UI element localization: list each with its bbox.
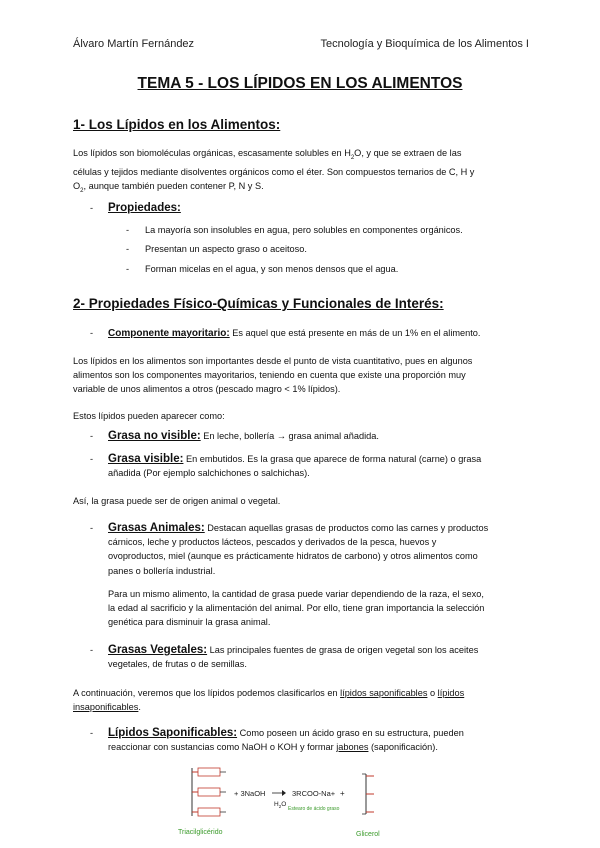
animal-fats-paragraph: Para un mismo alimento, la cantidad de grasa puede variar dependiendo de la raza, el sexo, la edad al sacrificio y la alimentación del animal. Por ello, tiene gran importancia la selección genética para disminuir la grasa animal. bbox=[108, 589, 485, 628]
section-1-paragraph: Los lípidos son biomoléculas orgánicas, escasamente solubles en $H_2O$, y que se extraen de las células y tejidos mediante disolventes orgánicos como el éter. Son compuestos ternarios de C, H y $O_2$, aunque también pueden contener P, N y S. bbox=[73, 148, 475, 195]
visible-fat-item: - Grasa visible: En embutidos. Es la grasa que aparece de forma natural (carne) o grasa añadida (Por ejemplo salchichones o salchichas). bbox=[90, 453, 482, 479]
reaction-arrow-icon bbox=[272, 790, 286, 796]
triacylglyceride-label: Triacilglicérido bbox=[178, 829, 223, 836]
list-item: - Forman micelas en el agua, y son menos densos que el agua. bbox=[126, 264, 399, 274]
list-item: - Presentan un aspecto graso o aceitoso. bbox=[126, 244, 307, 254]
non-visible-fat-item: - Grasa no visible: En leche, bollería → grasa animal añadida. bbox=[90, 430, 379, 442]
product-caption: Estearo de ácido graso bbox=[288, 806, 340, 812]
paragraph-appear: Estos lípidos pueden aparecer como: bbox=[73, 411, 225, 421]
properties-item: - Propiedades: bbox=[90, 202, 181, 214]
header-course: Tecnología y Bioquímica de los Alimentos I bbox=[320, 38, 529, 50]
main-component-item: - Componente mayoritario: Es aquel que está presente en más de un 1% en el alimento. bbox=[90, 328, 481, 339]
section-2-heading: 2- Propiedades Físico-Químicas y Funcionales de Interés: bbox=[73, 296, 444, 311]
header-author: Álvaro Martín Fernández bbox=[73, 38, 195, 50]
glycerol-label: Glicerol bbox=[356, 831, 380, 838]
properties-label: Propiedades: bbox=[108, 202, 181, 214]
paragraph-origin: Así, la grasa puede ser de origen animal o vegetal. bbox=[73, 496, 281, 506]
triacylglyceride-structure bbox=[192, 768, 226, 816]
saponification-figure bbox=[178, 758, 418, 842]
list-item: - La mayoría son insolubles en agua, pero solubles en componentes orgánicos. bbox=[126, 225, 463, 235]
saponifiable-lipids-item: - Lípidos Saponificables: Como poseen un ácido graso en su estructura, pueden reaccionar con sustancias como NaOH o KOH y formar jabones (saponificación). bbox=[90, 727, 464, 753]
section-1-heading: 1- Los Lípidos en los Alimentos: bbox=[73, 117, 281, 132]
glycerol-structure bbox=[362, 774, 374, 814]
reagent-label: + 3NaOH bbox=[234, 789, 266, 798]
vegetable-fats-item: - Grasas Vegetales: Las principales fuentes de grasa de origen vegetal son los aceites vegetales, de frutas o de semillas. bbox=[90, 644, 479, 670]
condition-label: $H_2O$ bbox=[274, 801, 287, 809]
page-title: TEMA 5 - LOS LÍPIDOS EN LOS ALIMENTOS bbox=[137, 75, 463, 92]
animal-fats-item: - Grasas Animales: Destacan aquellas grasas de productos como las carnes y productos cárnicos, leche y productos lácteos, pescados y derivados de la pesca, huevos y ovoproductos, miel (aunque es prácticamente hidratos de carbono) y otros alimentos como panes o bollería industrial. bbox=[90, 522, 489, 576]
plus-sign: + bbox=[340, 789, 345, 798]
paragraph-classification: A continuación, veremos que los lípidos podemos clasificarlos en lípidos saponificables o lípidos insaponificables. bbox=[73, 688, 465, 713]
product-label: 3RCOO-Na+ bbox=[292, 789, 336, 798]
paragraph-importance: Los lípidos en los alimentos son importantes desde el punto de vista cuantitativo, pues en algunos alimentos son los componentes mayoritarios, teniendo en cuenta que existe una proporción muy variable de unos alimentos a otros (pescado magro < 1% lípidos). bbox=[73, 356, 473, 395]
